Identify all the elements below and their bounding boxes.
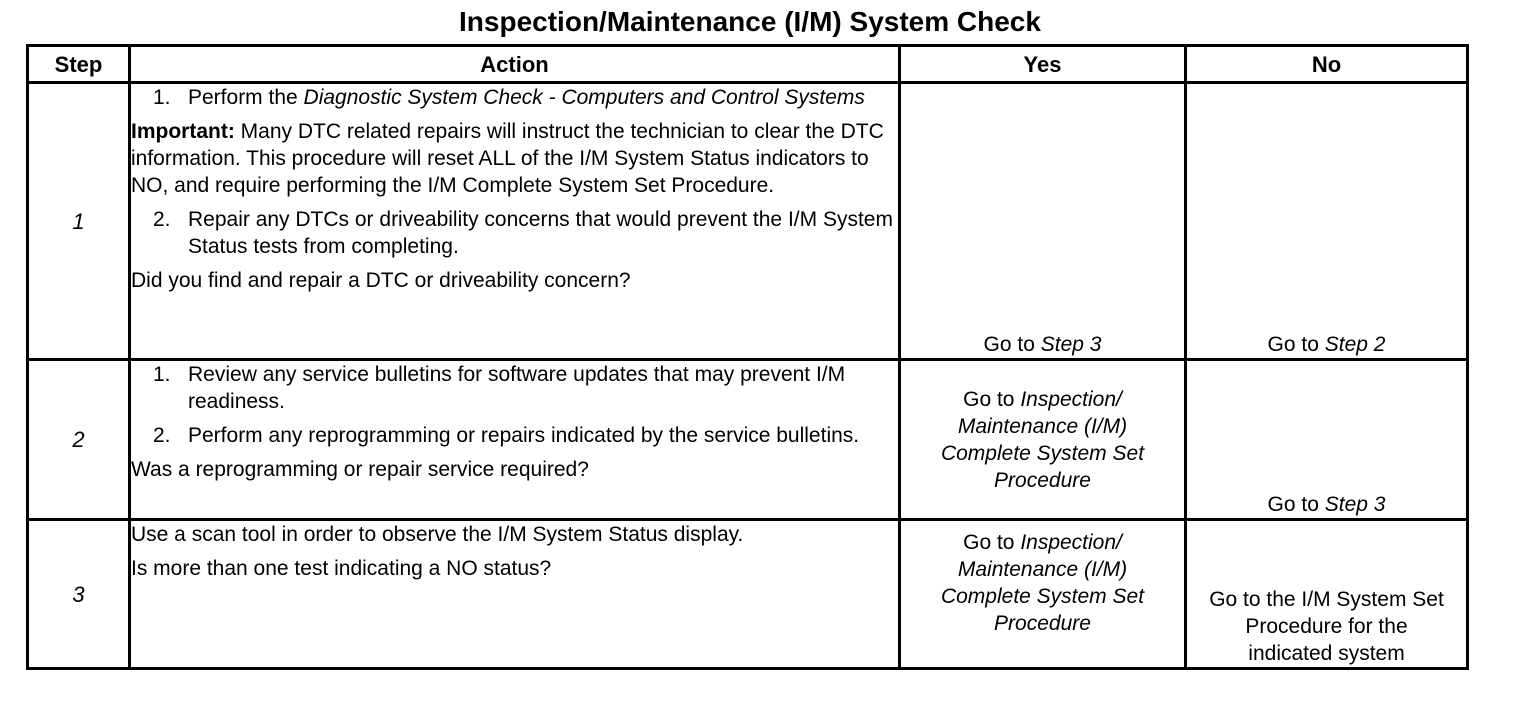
no-prefix: Go to [1267, 333, 1325, 356]
question: Was a reprogramming or repair service required? [131, 458, 589, 481]
yes-cell [900, 360, 1186, 520]
list-item [153, 422, 898, 449]
important-note [131, 118, 898, 199]
table-row-step-2 [28, 360, 1468, 520]
list-text: Perform any reprogramming or repairs indicated by the service bulletins. [188, 424, 860, 447]
table-row-step-3 [28, 520, 1468, 669]
header-step: Step [28, 46, 130, 83]
table-header-row [28, 46, 1468, 83]
header-yes: Yes [900, 46, 1186, 83]
question: Is more than one test indicating a NO status? [131, 557, 552, 580]
important-label: Important: [131, 120, 235, 143]
yes-cell [900, 520, 1186, 669]
no-step-link[interactable]: Step 3 [1324, 493, 1386, 516]
im-complete-system-set-procedure-link[interactable]: Inspection/ Maintenance (I/M) Complete System Set Procedure [940, 387, 1145, 492]
step-number: 3 [28, 520, 130, 669]
step-number: 2 [28, 360, 130, 520]
list-text: Repair any DTCs or driveability concerns that would prevent the I/M System Status tests from completing. [188, 208, 893, 258]
list-item [153, 84, 898, 111]
yes-prefix: Go to [963, 387, 1021, 411]
list-number: 2. [153, 424, 171, 447]
header-no: No [1186, 46, 1468, 83]
important-text: Many DTC related repairs will instruct the technician to clear the DTC information. This procedure will reset ALL of the I/M System Status indicators to NO, and require performing the I/M Complete System Set Procedure. [131, 120, 884, 197]
page-title: Inspection/Maintenance (I/M) System Check [459, 6, 1041, 37]
list-text: Review any service bulletins for software updates that may prevent I/M readiness. [188, 363, 846, 413]
instruction-text: Use a scan tool in order to observe the I/M System Status display. [131, 523, 744, 546]
no-cell [1186, 83, 1468, 360]
list-item [153, 206, 898, 260]
list-text-plain: Perform the [188, 86, 304, 109]
list-text [188, 84, 898, 111]
step-number: 1 [28, 83, 130, 360]
list-item [153, 361, 898, 415]
no-cell [1186, 360, 1468, 520]
action-cell [130, 83, 900, 360]
question: Did you find and repair a DTC or driveability concern? [131, 269, 631, 292]
action-cell [130, 360, 900, 520]
yes-prefix: Go to [983, 333, 1041, 356]
yes-step-link[interactable]: Step 3 [1040, 333, 1102, 356]
list-number: 1. [153, 86, 171, 109]
diagnostic-system-check-reference: Diagnostic System Check - Computers and Control Systems [303, 86, 865, 109]
system-check-table [26, 44, 1469, 670]
action-cell [130, 520, 900, 669]
no-cell: Go to the I/M System Set Procedure for the indicated system [1186, 520, 1468, 669]
list-number: 1. [153, 363, 171, 386]
im-complete-system-set-procedure-link[interactable]: Inspection/ Maintenance (I/M) Complete System Set Procedure [940, 531, 1145, 635]
no-step-link[interactable]: Step 2 [1324, 333, 1386, 356]
header-action: Action [130, 46, 900, 83]
yes-prefix: Go to [963, 531, 1021, 554]
no-prefix: Go to [1267, 493, 1325, 516]
yes-cell [900, 83, 1186, 360]
list-number: 2. [153, 208, 171, 231]
table-row-step-1 [28, 83, 1468, 360]
